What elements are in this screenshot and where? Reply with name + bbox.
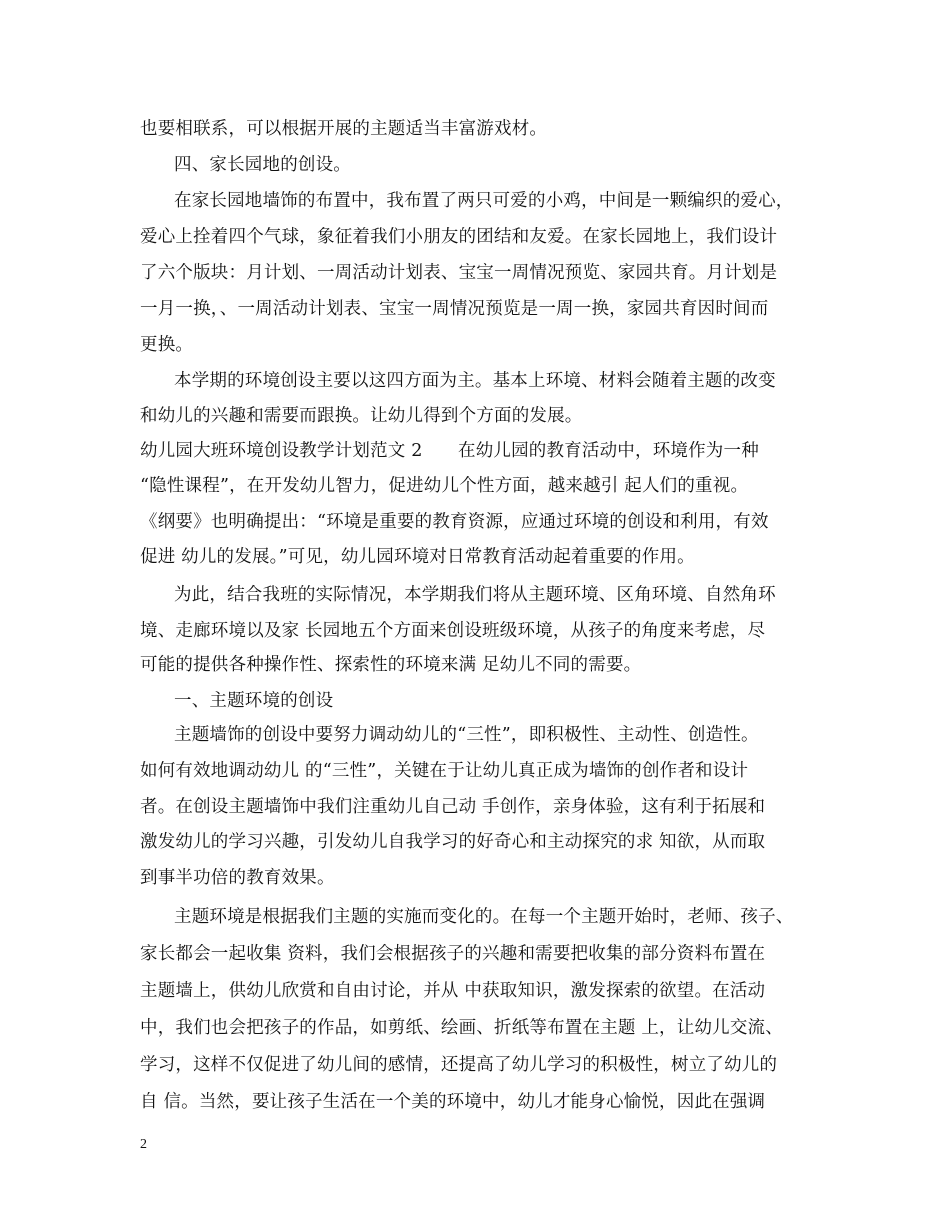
text-line: 主题墙上，供幼儿欣赏和自由讨论，并从 中获取知识，激发探索的欲望。在活动 <box>140 981 766 1001</box>
text-line: 家长都会一起收集 资料，我们会根据孩子的兴趣和需要把收集的部分资料布置在 <box>140 944 766 964</box>
text-line: 激发幼儿的学习兴趣，引发幼儿自我学习的好奇心和主动探究的求 知欲，从而取 <box>140 832 766 852</box>
text-line: 促进 幼儿的发展。”可见，幼儿园环境对日常教育活动起着重要的作用。 <box>140 547 695 567</box>
text-line: 更换。 <box>140 335 194 355</box>
section-heading: 四、家长园地的创设。 <box>174 155 351 175</box>
text-line: 中，我们也会把孩子的作品，如剪纸、绘画、折纸等布置在主题 上，让幼儿交流、 <box>140 1018 783 1038</box>
text-line: 也要相联系，可以根据开展的主题适当丰富游戏材。 <box>140 119 548 139</box>
text-line: 本学期的环境创设主要以这四方面为主。基本上环境、材料会随着主题的改变 <box>174 371 776 391</box>
page-number: 2 <box>140 1137 147 1152</box>
text-line: 为此，结合我班的实际情况，本学期我们将从主题环境、区角环境、自然角环 <box>174 585 776 605</box>
text-line: 和幼儿的兴趣和需要而跟换。让幼儿得到个方面的发展。 <box>140 406 583 426</box>
text-line: 到事半功倍的教育效果。 <box>140 868 335 888</box>
text-line: 了六个版块：月计划、一周活动计划表、宝宝一周情况预览、家园共育。月计划是 <box>140 263 778 283</box>
text-line: 《纲要》也明确提出：“环境是重要的教育资源，应通过环境的创设和利用，有效 <box>140 512 769 532</box>
text-line: 可能的提供各种操作性、探索性的环境来满 足幼儿不同的需要。 <box>140 655 642 675</box>
text-line: 自 信。当然，要让孩子生活在一个美的环境中，幼儿才能身心愉悦，因此在强调 <box>140 1092 766 1112</box>
text-line: 主题环境是根据我们主题的实施而变化的。在每一个主题开始时，老师、孩子、 <box>174 907 794 927</box>
text-line: 爱心上拴着四个气球，象征着我们小朋友的团结和友爱。在家长园地上，我们设计 <box>140 227 778 247</box>
section-heading: 一、主题环境的创设 <box>174 691 334 711</box>
text-line: 学习，这样不仅促进了幼儿间的感情，还提高了幼儿学习的积极性，树立了幼儿的 <box>140 1055 778 1075</box>
text-line: 主题墙饰的创设中要努力调动幼儿的“三性”，即积极性、主动性、创造性。 <box>174 725 759 745</box>
text-line: 境、走廊环境以及家 长园地五个方面来创设班级环境，从孩子的角度来考虑，尽 <box>140 621 766 641</box>
text-line: 一月一换，、一周活动计划表、宝宝一周情况预览是一周一换，家园共育因时间而 <box>140 299 769 319</box>
text-line: “隐性课程”，在开发幼儿智力，促进幼儿个性方面，越来越引 起人们的重视。 <box>140 476 749 496</box>
text-line: 如何有效地调动幼儿 的“三性”，关键在于让幼儿真正成为墙饰的创作者和设计 <box>140 761 749 781</box>
text-line: 在家长园地墙饰的布置中，我布置了两只可爱的小鸡，中间是一颗编织的爱心， <box>174 191 794 211</box>
text-line: 者。在创设主题墙饰中我们注重幼儿自己动 手创作，亲身体验，这有利于拓展和 <box>140 797 766 817</box>
article-title-line: 幼儿园大班环境创设教学计划范文 2 在幼儿园的教育活动中，环境作为一种 <box>140 441 759 461</box>
